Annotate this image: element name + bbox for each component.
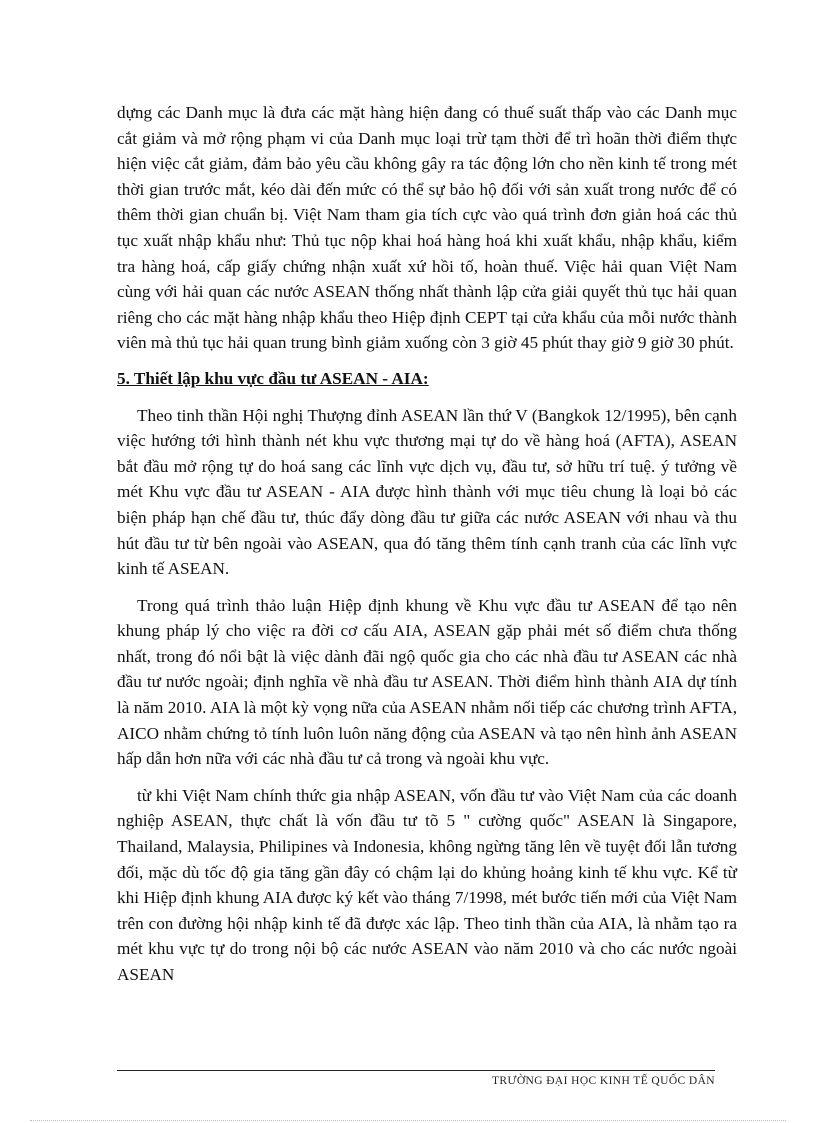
paragraph: Trong quá trình thảo luận Hiệp định khung về Khu vực đầu tư ASEAN để tạo nên khung pháp lý cho việc ra đời cơ cấu AIA, ASEAN gặp phải mét số điểm chưa thống nhất, trong đó nổi bật là việc dành đãi ngộ quốc gia cho các nhà đầu tư ASEAN các nhà đầu tư nước ngoài; định nghĩa về nhà đầu tư ASEAN. Thời điểm hình thành AIA dự tính là năm 2010. AIA là một kỳ vọng nữa của ASEAN nhằm nối tiếp các chương trình AFTA, AICO nhằm chứng tỏ tính luôn luôn năng động của ASEAN và tạo nên hình ảnh ASEAN hấp dẫn hơn nữa với các nhà đầu tư cả trong và ngoài khu vực. xyxy=(117,595,737,769)
paragraph: Theo tinh thần Hội nghị Thượng đỉnh ASEAN lần thứ V (Bangkok 12/1995), bên cạnh việc hướng tới hình thành nét khu vực thương mại tự do về hàng hoá (AFTA), ASEAN bắt đầu mở rộng tự do hoá sang các lĩnh vực dịch vụ, đầu tư, sở hữu trí tuệ. ý tưởng về mét Khu vực đầu tư ASEAN - AIA được hình thành với mục tiêu chung là loại bỏ các biện pháp hạn chế đầu tư, thúc đẩy dòng đầu tư giữa các nước ASEAN với nhau và thu hút đầu tư từ bên ngoài vào ASEAN, qua đó tăng thêm tính cạnh tranh của các lĩnh vực kinh tế ASEAN. xyxy=(117,405,737,579)
page-body xyxy=(117,100,737,988)
section-heading: 5. Thiết lập khu vực đầu tư ASEAN - AIA: xyxy=(117,368,429,388)
paragraph: từ khi Việt Nam chính thức gia nhập ASEAN, vốn đầu tư vào Việt Nam của các doanh nghiệp ASEAN, thực chất là vốn đầu tư tõ 5 " cường quốc" ASEAN là Singapore, Thailand, Malaysia, Philipines và Indonesia, không ngừng tăng lên về tuyệt đối lẫn tương đối, mặc dù tốc độ gia tăng gần đây có chậm lại do khủng hoảng kinh tế khu vực. Kể từ khi Hiệp định khung AIA được ký kết vào tháng 7/1998, mét bước tiến mới của Việt Nam trên con đường hội nhập kinh tế đã được xác lập. Theo tinh thần của AIA, là nhằm tạo ra mét khu vực tự do trong nội bộ các nước ASEAN vào năm 2010 và cho các nước ngoài ASEAN xyxy=(117,785,737,984)
footer-divider xyxy=(117,1070,715,1071)
footer-institution: TRƯỜNG ĐẠI HỌC KINH TẾ QUỐC DÂN xyxy=(492,1075,715,1087)
paragraph: dựng các Danh mục là đưa các mặt hàng hiện đang có thuế suất thấp vào các Danh mục cắt giảm và mở rộng phạm vi của Danh mục loại trừ tạm thời để trì hoãn thời điểm thực hiện việc cắt giảm, đảm bảo yêu cầu không gây ra tác động lớn cho nền kinh tế trong mét thời gian trước mắt, kéo dài đến mức có thể sự bảo hộ đối với sản xuất trong nước để có thêm thời gian chuẩn bị. Việt Nam tham gia tích cực vào quá trình đơn giản hoá các thủ tục xuất nhập khẩu như: Thủ tục nộp khai hoá hàng hoá khi xuất khẩu, nhập khẩu, kiểm tra hàng hoá, cấp giấy chứng nhận xuất xứ hồi tố, hoàn thuế. Việc hải quan Việt Nam cùng với hải quan các nước ASEAN thống nhất thành lập cửa giải quyết thủ tục hải quan riêng cho các mặt hàng nhập khẩu theo Hiệp định CEPT tại cửa khẩu của mỗi nước thành viên mà thủ tục hải quan trung bình giảm xuống còn 3 giờ 45 phút thay giờ 9 giờ 30 phút. xyxy=(117,103,737,353)
page-bottom-edge xyxy=(30,1120,786,1121)
